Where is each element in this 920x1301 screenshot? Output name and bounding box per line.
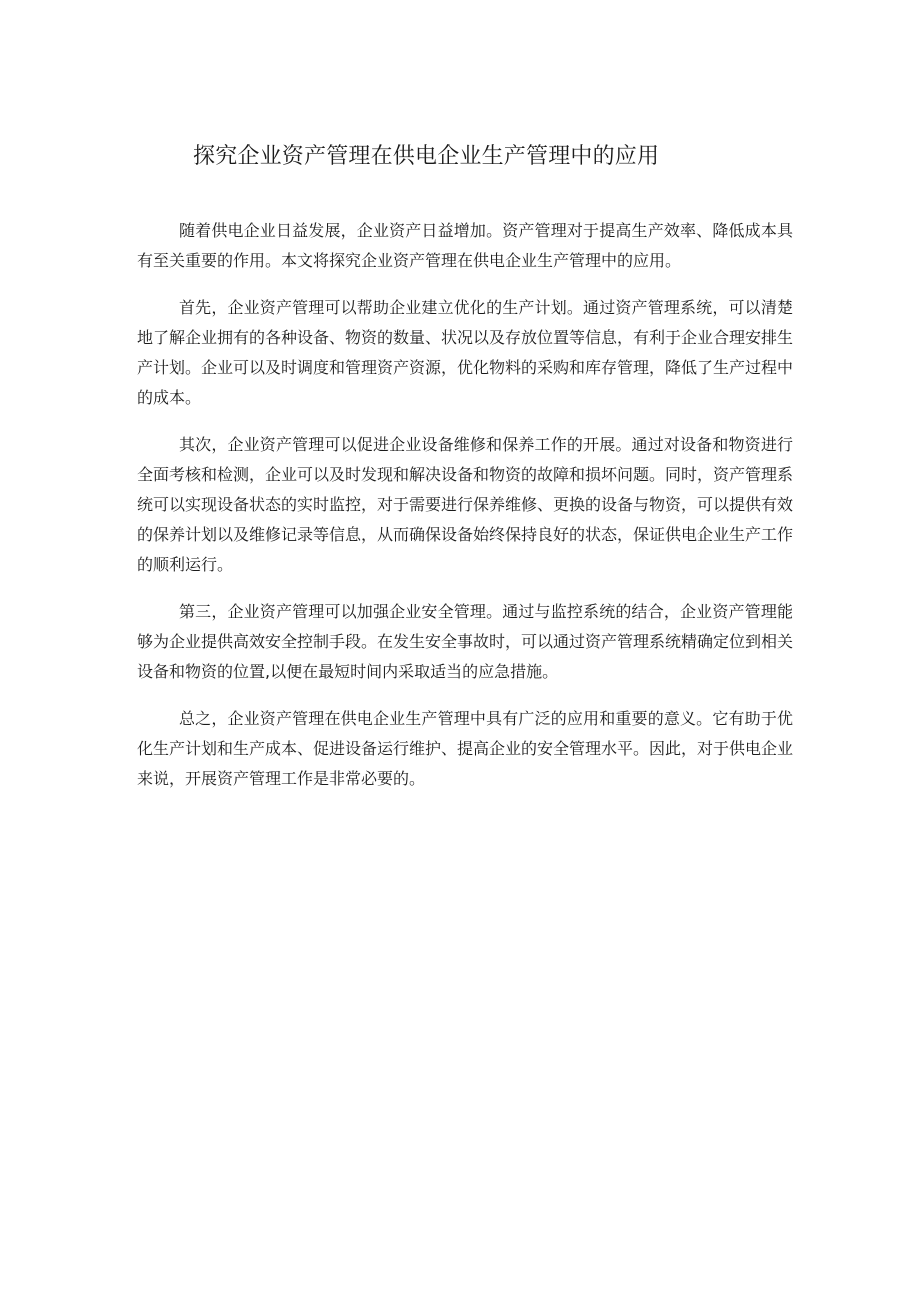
paragraph-third: 第三，企业资产管理可以加强企业安全管理。通过与监控系统的结合，企业资产管理能够为企业提供高效安全控制手段。在发生安全事故时，可以通过资产管理系统精确定位到相关设备和物资的位置,以便在最短时间内采取适当的应急措施。 xyxy=(137,602,794,681)
paragraph-conclusion: 总之，企业资产管理在供电企业生产管理中具有广泛的应用和重要的意义。它有助于优化生产计划和生产成本、促进设备运行维护、提高企业的安全管理水平。因此，对于供电企业来说，开展资产管理工作是非常必要的。 xyxy=(137,709,794,788)
paragraph-first: 首先，企业资产管理可以帮助企业建立优化的生产计划。通过资产管理系统，可以清楚地了解企业拥有的各种设备、物资的数量、状况以及存放位置等信息，有利于企业合理安排生产计划。企业可以及时调度和管理资产资源，优化物料的采购和库存管理，降低了生产过程中的成本。 xyxy=(137,298,794,407)
paragraph-second: 其次，企业资产管理可以促进企业设备维修和保养工作的开展。通过对设备和物资进行全面考核和检测，企业可以及时发现和解决设备和物资的故障和损坏问题。同时，资产管理系统可以实现设备状态的实时监控，对于需要进行保养维修、更换的设备与物资，可以提供有效的保养计划以及维修记录等信息，从而确保设备始终保持良好的状态，保证供电企业生产工作的顺利运行。 xyxy=(137,435,794,574)
document-body xyxy=(137,216,793,811)
paragraph-intro: 随着供电企业日益发展，企业资产日益增加。资产管理对于提高生产效率、降低成本具有至关重要的作用。本文将探究企业资产管理在供电企业生产管理中的应用。 xyxy=(137,221,793,270)
document-title: 探究企业资产管理在供电企业生产管理中的应用 xyxy=(193,144,660,169)
